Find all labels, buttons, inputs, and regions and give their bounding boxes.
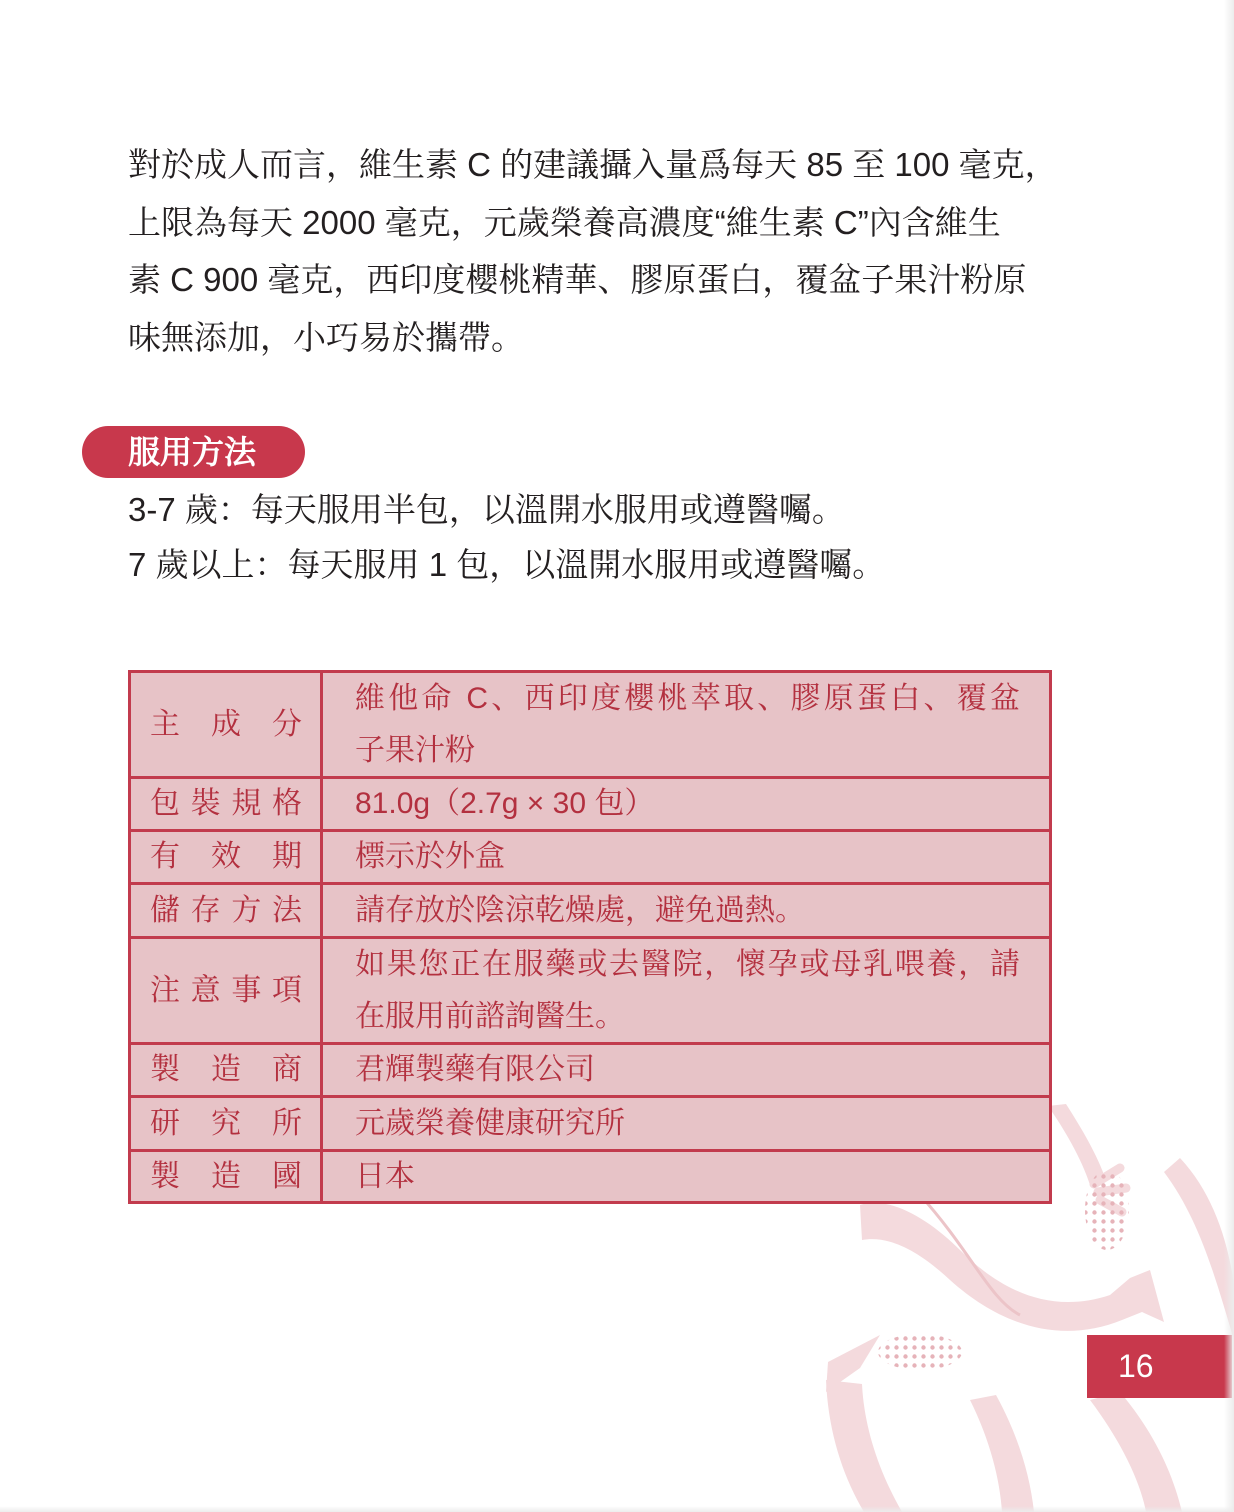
usage-heading: 服用方法 xyxy=(128,434,257,470)
spec-value-cell xyxy=(323,1152,1049,1201)
usage-heading-badge xyxy=(82,426,305,478)
intro-line: 上限為每天 2000 毫克，元歲榮養高濃度“維生素 C”內含維生 xyxy=(128,203,1001,241)
usage-line: 7 歲以上：每天服用 1 包，以溫開水服用或遵醫囑。 xyxy=(128,546,886,583)
spec-value-line: 子果汁粉 xyxy=(355,733,475,767)
page-edge-shadow-bottom xyxy=(0,1506,1234,1512)
spec-label-cell xyxy=(131,832,320,882)
spec-value-cell xyxy=(323,1045,1049,1095)
decor-dots-left xyxy=(878,1334,962,1370)
spec-value-line: 在服用前諮詢醫生。 xyxy=(355,999,625,1033)
spec-label: 有 效 期 xyxy=(150,840,302,873)
spec-value-line: 標示於外盒 xyxy=(355,840,505,873)
spec-label: 包 裝 規 格 xyxy=(150,787,302,820)
spec-value-line: 君輝製藥有限公司 xyxy=(355,1053,595,1086)
spec-value-line: 請存放於陰涼乾燥處，避免過熱。 xyxy=(355,893,805,927)
spec-value-cell xyxy=(323,832,1049,882)
spec-value-cell xyxy=(323,779,1049,829)
intro-line: 對於成人而言，維生素 C 的建議攝入量爲每天 85 至 100 毫克， xyxy=(128,146,1058,183)
spec-label-cell xyxy=(131,673,320,776)
decor-petal-bottom-left xyxy=(826,1380,902,1512)
usage-line: 3-7 歲：每天服用半包，以溫開水服用或遵醫囑。 xyxy=(128,491,845,528)
spec-value-cell xyxy=(323,885,1049,936)
page-number-text: 16 xyxy=(1118,1348,1154,1384)
spec-label-cell xyxy=(131,939,320,1042)
spec-value-line: 81.0g（2.7g × 30 包） xyxy=(355,787,655,820)
page-edge-shadow-right xyxy=(1224,0,1234,1512)
page-number xyxy=(1087,1335,1232,1398)
spec-value-cell xyxy=(323,939,1049,1042)
usage-instructions xyxy=(128,482,885,592)
spec-label-cell xyxy=(131,1152,320,1201)
spec-label: 注 意 事 項 xyxy=(150,973,302,1007)
spec-label: 製 造 國 xyxy=(150,1159,302,1193)
spec-label: 主 成 分 xyxy=(150,707,302,741)
spec-label: 儲 存 方 法 xyxy=(150,893,302,927)
spec-label: 研 究 所 xyxy=(150,1106,302,1140)
spec-label-cell xyxy=(131,885,320,936)
decor-petal-bottom-right xyxy=(1090,1392,1182,1512)
intro-line: 味無添加，小巧易於攜帶。 xyxy=(128,318,524,356)
decor-petal-top xyxy=(1048,1104,1106,1185)
spec-label-cell xyxy=(131,1045,320,1095)
spec-label-cell xyxy=(131,1098,320,1149)
spec-value-cell xyxy=(323,673,1049,776)
intro-line: 素 C 900 毫克，西印度櫻桃精華、膠原蛋白，覆盆子果汁粉原 xyxy=(128,261,1027,298)
spec-label-cell xyxy=(131,779,320,829)
intro-paragraph xyxy=(128,136,1058,366)
spec-value-cell xyxy=(323,1098,1049,1149)
spec-value-line: 元歲榮養健康研究所 xyxy=(355,1106,625,1140)
decor-dots-top xyxy=(1085,1170,1129,1250)
spec-value-line: 日本 xyxy=(355,1159,415,1193)
decor-petal-bottom-center xyxy=(970,1395,1034,1512)
spec-value-line: 維他命 C、西印度櫻桃萃取、膠原蛋白、覆盆 xyxy=(355,681,1020,715)
spec-value-line: 如果您正在服藥或去醫院，懷孕或母乳喂養，請 xyxy=(355,947,1020,981)
spec-table xyxy=(128,670,1052,1204)
spec-label: 製 造 商 xyxy=(150,1053,302,1086)
